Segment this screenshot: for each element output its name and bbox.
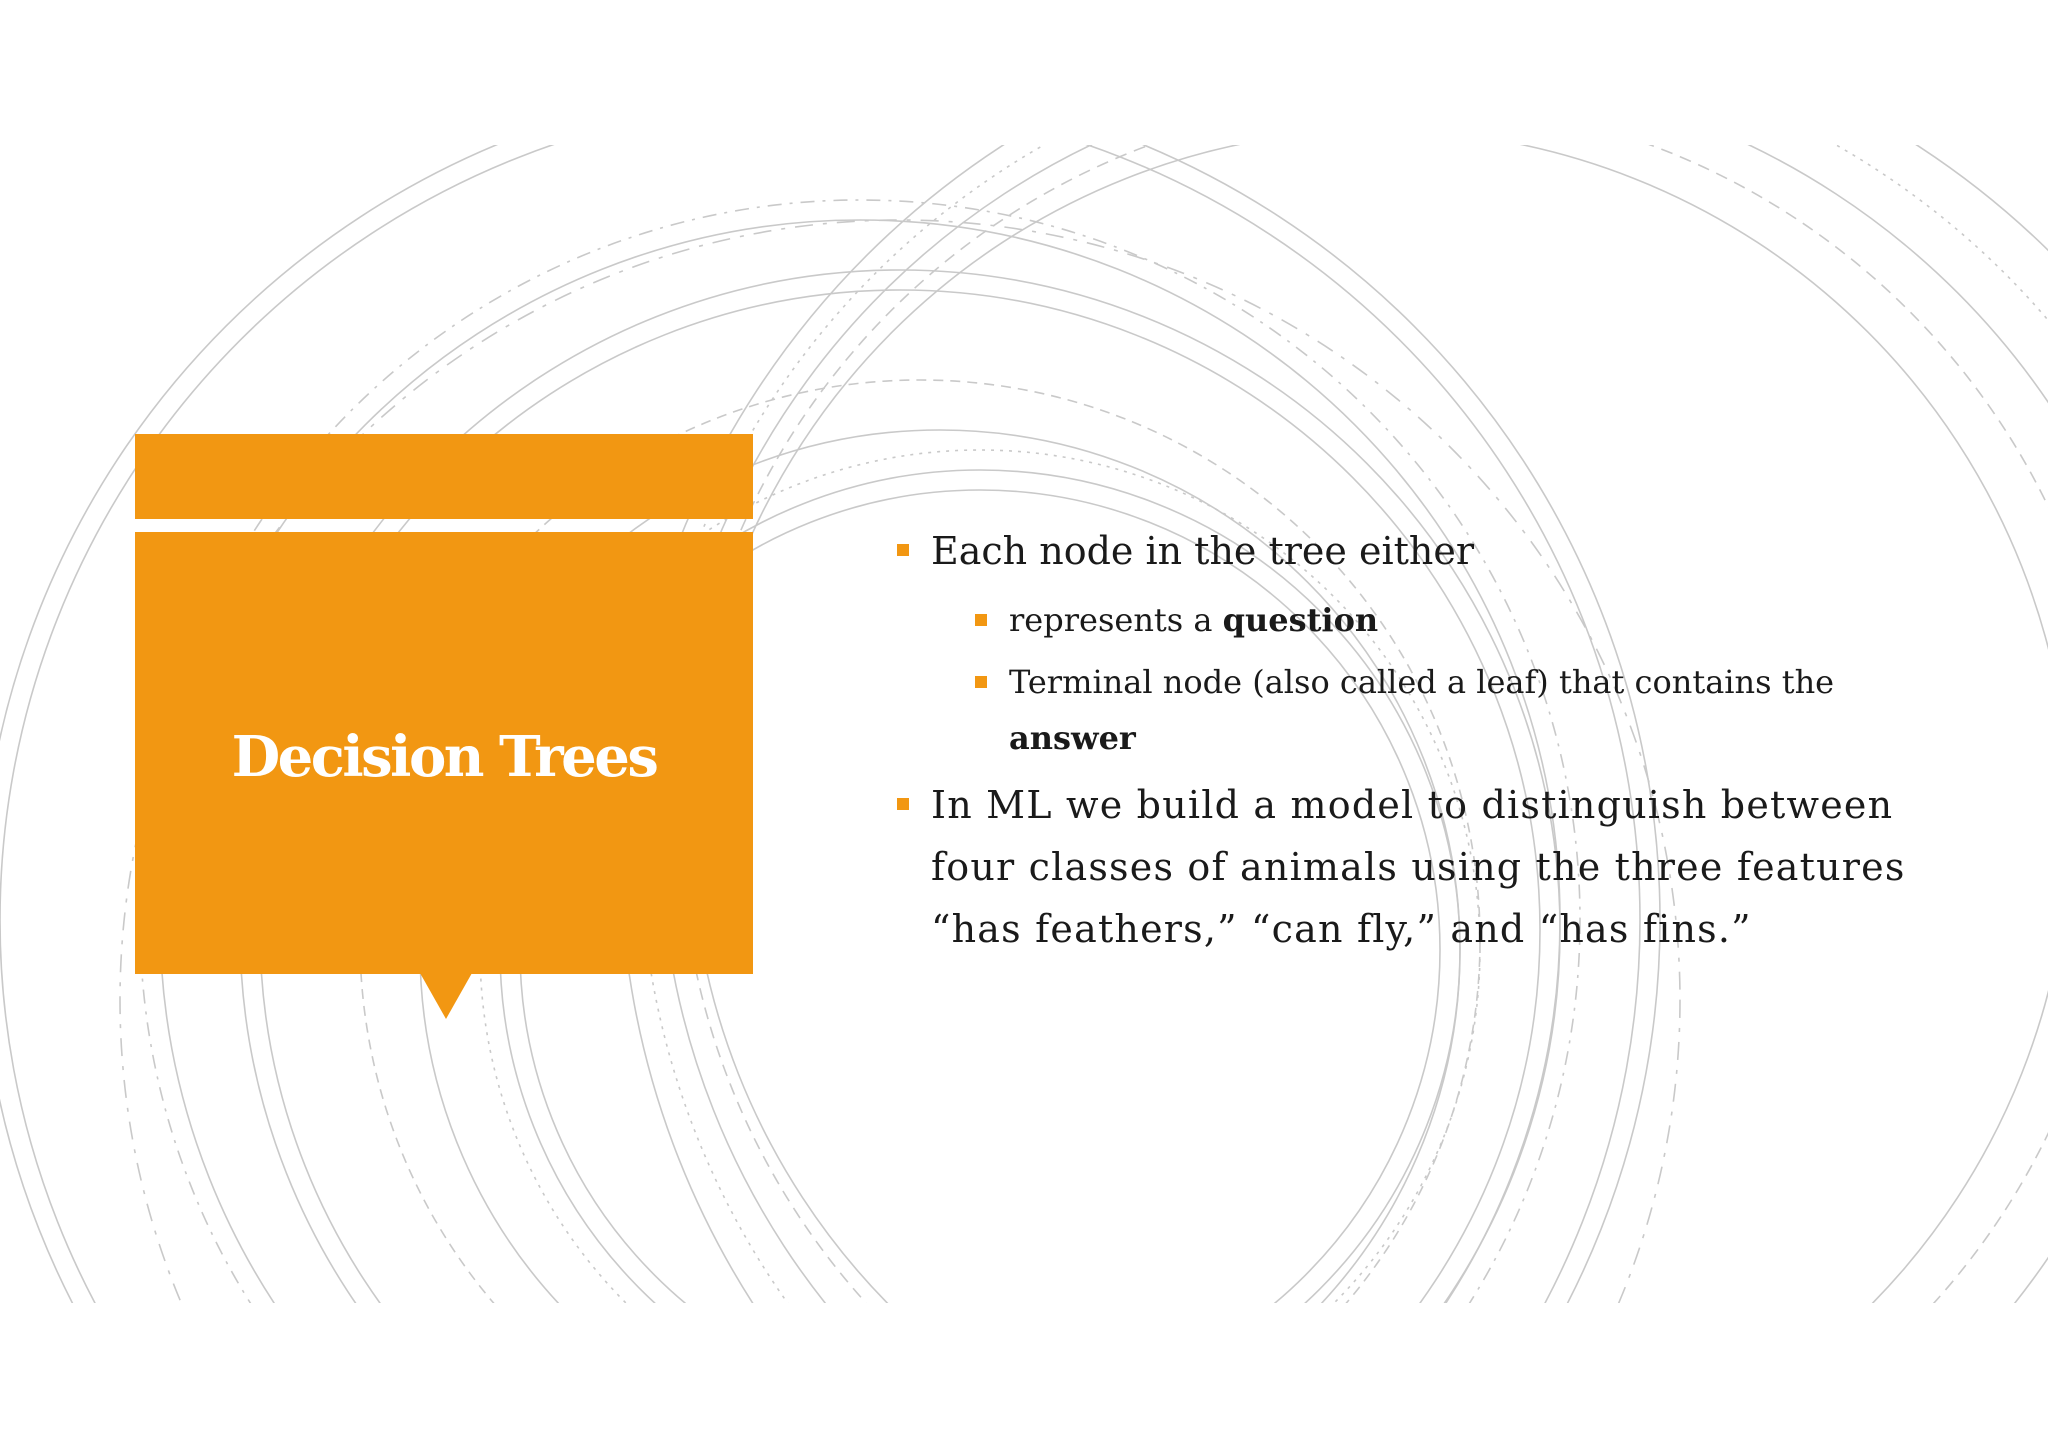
title-callout-box [135,532,753,974]
slide-title: Decision Trees [231,724,657,790]
title-accent-bar [135,434,753,519]
bullet-square-icon [897,544,909,556]
sub-bullet-text: represents a [1009,601,1223,639]
bullet-item [897,774,1927,960]
sub-bullet-text: Terminal node (also called a leaf) that contains the [1009,663,1835,701]
bullet-text: In ML we build a model to distinguish between four classes of animals using the three features “has feathers,” “can fly,” and “has fins.” [931,783,1906,951]
sub-bullet-keyword: question [1222,601,1379,639]
callout-pointer [420,973,472,1019]
bullet-square-icon [975,614,987,626]
bullet-square-icon [975,676,987,688]
bullet-list [897,520,1927,960]
sub-bullet-keyword: answer [1009,719,1136,757]
bullet-item [897,520,1927,582]
bullet-text: Each node in the tree either [931,529,1475,573]
bullet-square-icon [897,798,909,810]
sub-bullet-item [975,592,1927,648]
sub-bullet-item [975,654,1927,766]
